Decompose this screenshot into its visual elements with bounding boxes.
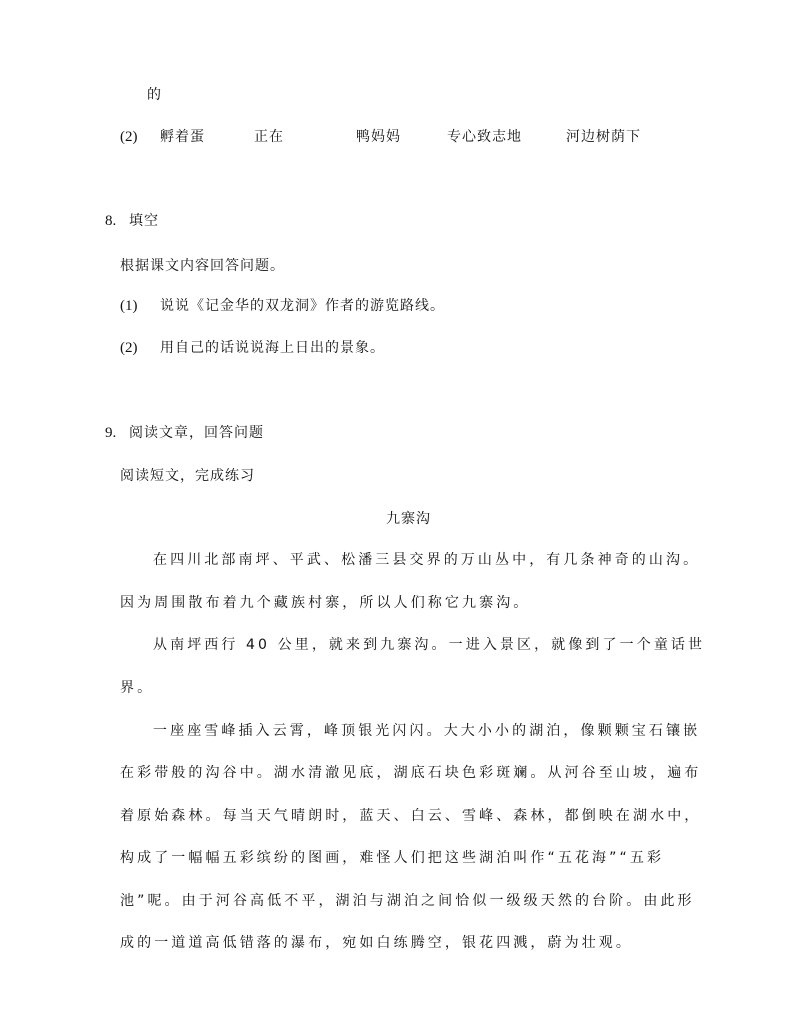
word-chip: 专心致志地 (447, 129, 522, 145)
question-number: 8. (105, 213, 117, 229)
question-instruction: 阅读短文，完成练习 (120, 468, 255, 484)
item-text: 用自己的话说说海上日出的景象。 (160, 340, 385, 356)
passage-line: 池”呢。由于河谷高低不平，湖泊与湖泊之间恰似一级级天然的台阶。由此形 (120, 893, 695, 909)
passage-line: 界。 (120, 680, 155, 696)
item-label: (1) (120, 298, 138, 314)
question-title: 阅读文章，回答问题 (129, 425, 264, 441)
word-chip: 河边树荫下 (566, 129, 641, 145)
passage-line: 成的一道道高低错落的瀑布，宛如白练腾空，银花四溅，蔚为壮观。 (120, 935, 633, 951)
item-label: (2) (120, 129, 138, 145)
word-chip: 孵着蛋 (160, 129, 205, 145)
passage-title: 九寨沟 (386, 511, 431, 527)
previous-question-tail: 的 (147, 87, 162, 103)
question-instruction: 根据课文内容回答问题。 (120, 258, 285, 274)
item-text: 说说《记金华的双龙洞》作者的游览路线。 (160, 298, 445, 314)
word-chip: 鸭妈妈 (356, 129, 401, 145)
passage-line: 构成了一幅幅五彩缤纷的图画，难怪人们把这些湖泊叫作“五花海”“五彩 (120, 850, 665, 866)
passage-line: 在彩带般的沟谷中。湖水清澈见底，湖底石块色彩斑斓。从河谷至山坡，遍布 (120, 765, 702, 781)
passage-line: 在四川北部南坪、平武、松潘三县交界的万山丛中，有几条神奇的山沟。 (153, 552, 701, 568)
item-label: (2) (120, 340, 138, 356)
passage-line: 着原始森林。每当天气晴朗时，蓝天、白云、雪峰、森林，都倒映在湖水中， (120, 808, 702, 824)
question-title: 填空 (129, 213, 159, 229)
passage-line: 一座座雪峰插入云霄，峰顶银光闪闪。大大小小的湖泊，像颗颗宝石镶嵌 (153, 723, 701, 739)
passage-line: 因为周围散布着九个藏族村寨，所以人们称它九寨沟。 (120, 595, 531, 611)
question-number: 9. (105, 425, 117, 441)
passage-line: 从南坪西行 40 公里，就来到九寨沟。一进入景区，就像到了一个童话世 (153, 637, 706, 653)
word-chip: 正在 (254, 129, 284, 145)
